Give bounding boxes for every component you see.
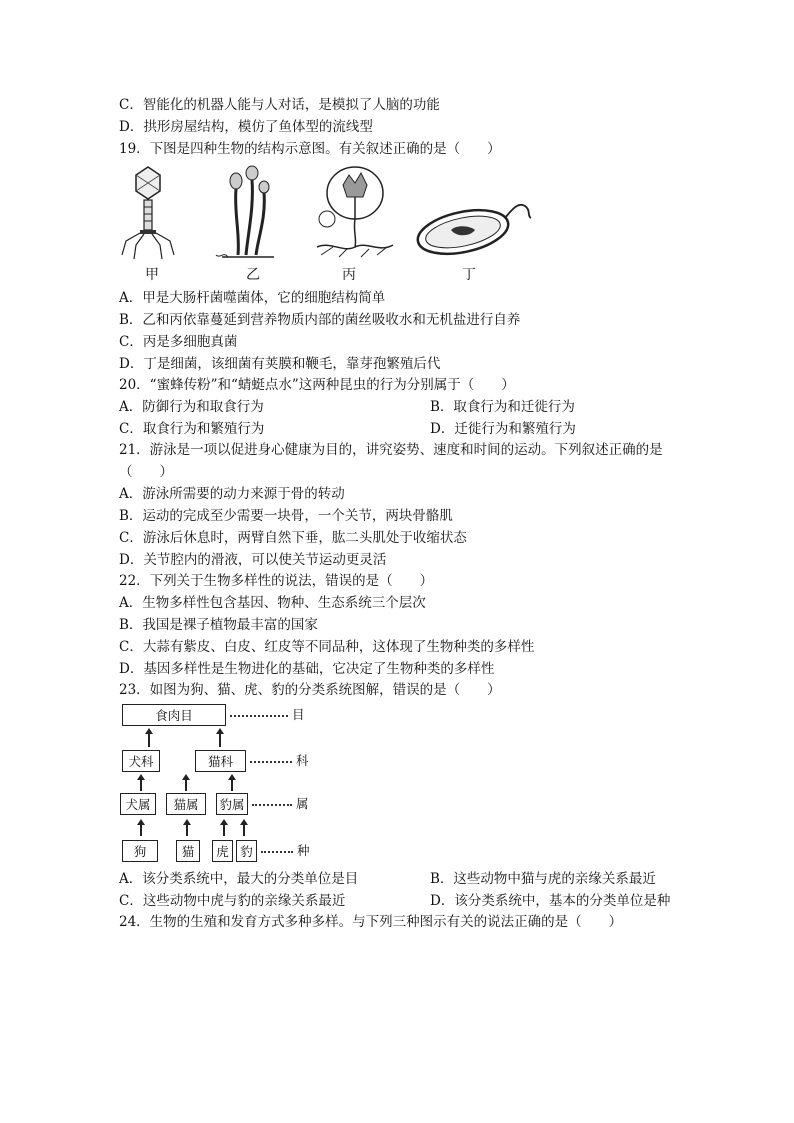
- q20-option-b: B．取食行为和迁徙行为: [430, 399, 575, 415]
- q19-stem: 19．下图是四种生物的结构示意图。有关叙述正确的是（ ）: [119, 141, 501, 157]
- q22-option-a: A．生物多样性包含基因、物种、生态系统三个层次: [119, 595, 426, 611]
- family-leader-dots: [250, 761, 292, 763]
- arrow-panthera-to-felidae: [231, 779, 233, 791]
- q22-option-d: D．基因多样性是生物进化的基础，它决定了生物种类的多样性: [119, 661, 495, 677]
- genus-felis-box: 猫属: [166, 793, 206, 815]
- q22-option-c: C．大蒜有紫皮、白皮、红皮等不同品种，这体现了生物种类的多样性: [119, 639, 535, 655]
- q21-option-c: C．游泳后休息时，两臂自然下垂，肱二头肌处于收缩状态: [119, 530, 467, 546]
- arrow-canine-to-order: [148, 733, 150, 747]
- q22-option-b: B．我国是裸子植物最丰富的国家: [119, 617, 318, 633]
- figure-label-ding: 丁: [462, 267, 476, 283]
- q20-option-a: A．防御行为和取食行为: [119, 399, 264, 415]
- q23-option-b: B．这些动物中猫与虎的亲缘关系最近: [430, 871, 656, 887]
- bacteriophage-figure: [118, 163, 178, 263]
- fungus-yi-figure: [212, 163, 282, 263]
- q21-stem: 21．游泳是一项以促进身心健康为目的，讲究姿势、速度和时间的运动。下列叙述正确的是: [119, 442, 663, 458]
- q19-option-d: D．丁是细菌，该细菌有荚膜和鞭毛，靠芽孢繁殖后代: [119, 356, 441, 372]
- order-box: 食肉目: [122, 704, 226, 726]
- q24-stem: 24．生物的生殖和发育方式多种多样。与下列三种图示有关的说法正确的是（ ）: [119, 914, 623, 930]
- bacterium-figure: [413, 198, 539, 258]
- q22-stem: 22．下列关于生物多样性的说法，错误的是（ ）: [119, 573, 434, 589]
- q23-option-a: A．该分类系统中，最大的分类单位是目: [119, 871, 359, 887]
- species-leader-dots: [261, 851, 293, 853]
- q19-option-b: B．乙和丙依靠蔓延到营养物质内部的菌丝吸收水和无机盐进行自养: [119, 312, 521, 328]
- rank-genus-label: 属: [296, 796, 309, 811]
- fungus-bing-figure: [313, 163, 395, 263]
- q18-option-c: C．智能化的机器人能与人对话，是模拟了人脑的功能: [119, 97, 440, 113]
- figure-label-yi: 乙: [246, 267, 260, 283]
- q21-option-a: A．游泳所需要的动力来源于骨的转动: [119, 486, 345, 502]
- q23-option-d: D．该分类系统中，基本的分类单位是种: [430, 893, 671, 909]
- arrow-leopard-to-panthera: [243, 824, 245, 836]
- q20-option-c: C．取食行为和繁殖行为: [119, 421, 265, 437]
- genus-canis-box: 犬属: [120, 793, 156, 815]
- q23-stem: 23．如图为狗、猫、虎、豹的分类系统图解，错误的是（ ）: [119, 682, 501, 698]
- q18-option-d: D．拱形房屋结构，模仿了鱼体型的流线型: [119, 119, 373, 135]
- family-felidae-box: 猫科: [195, 750, 246, 772]
- species-dog-box: 狗: [122, 840, 158, 862]
- arrow-tiger-to-panthera: [223, 824, 225, 836]
- arrow-dog-to-canis: [140, 824, 142, 836]
- q21-stem-bracket: （ ）: [119, 464, 173, 480]
- q23-option-c: C．这些动物中虎与豹的亲缘关系最近: [119, 893, 346, 909]
- arrow-felis-to-felidae: [185, 779, 187, 791]
- species-cat-box: 猫: [176, 840, 200, 862]
- q21-option-b: B．运动的完成至少需要一块骨，一个关节，两块骨骼肌: [119, 508, 453, 524]
- figure-label-jia: 甲: [145, 267, 159, 283]
- q20-stem: 20．“蜜蜂传粉”和“蜻蜓点水”这两种昆虫的行为分别属于（ ）: [119, 377, 515, 393]
- q19-option-a: A．甲是大肠杆菌噬菌体，它的细胞结构简单: [119, 290, 386, 306]
- rank-species-label: 种: [297, 843, 310, 858]
- species-leopard-box: 豹: [236, 840, 257, 862]
- genus-panthera-box: 豹属: [216, 793, 248, 815]
- q21-option-d: D．关节腔内的滑液，可以使关节运动更灵活: [119, 552, 387, 568]
- arrow-cat-to-felis: [186, 824, 188, 836]
- q19-option-c: C．丙是多细胞真菌: [119, 334, 238, 350]
- species-tiger-box: 虎: [212, 840, 233, 862]
- rank-order-label: 目: [292, 707, 305, 722]
- genus-leader-dots: [252, 804, 292, 806]
- rank-family-label: 科: [296, 753, 309, 768]
- q20-option-d: D．迁徙行为和繁殖行为: [430, 421, 576, 437]
- arrow-feline-to-order: [219, 733, 221, 747]
- order-leader-dots: [230, 715, 288, 717]
- family-canidae-box: 犬科: [122, 750, 160, 772]
- figure-label-bing: 丙: [342, 267, 356, 283]
- arrow-canis-to-canidae: [140, 779, 142, 791]
